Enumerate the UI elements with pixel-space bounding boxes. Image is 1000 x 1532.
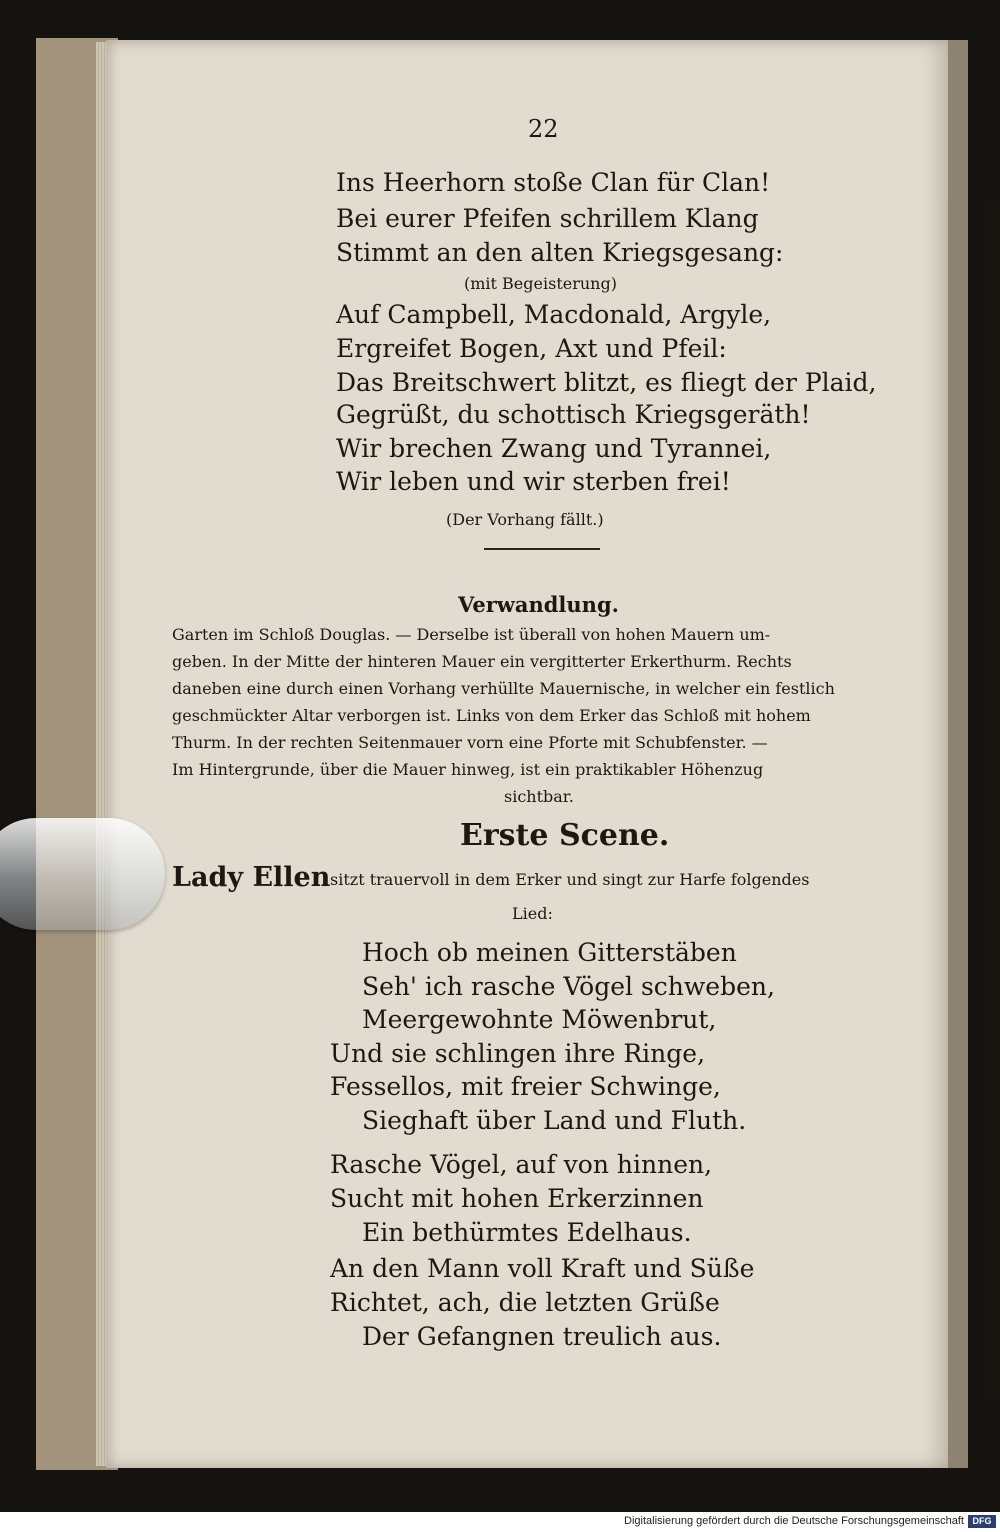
verse-line: Wir leben und wir sterben frei! xyxy=(336,467,731,496)
verse-line: Wir brechen Zwang und Tyrannei, xyxy=(336,434,772,463)
verse-line: Ins Heerhorn stoße Clan für Clan! xyxy=(336,168,771,197)
stage-direction: (Der Vorhang fällt.) xyxy=(446,510,604,529)
stage-direction: (mit Begeisterung) xyxy=(464,274,617,293)
song-line: Ein bethürmtes Edelhaus. xyxy=(362,1218,692,1247)
song-line: Meergewohnte Möwenbrut, xyxy=(362,1005,717,1034)
setting-line: geben. In der Mitte der hinteren Mauer ein vergitterter Erkerthurm. Rechts xyxy=(172,652,792,671)
verse-line: Ergreifet Bogen, Axt und Pfeil: xyxy=(336,334,727,363)
song-line: Hoch ob meinen Gitterstäben xyxy=(362,938,737,967)
verse-line: Gegrüßt, du schottisch Kriegsgeräth! xyxy=(336,400,811,429)
setting-line: daneben eine durch einen Vorhang verhüllte Mauernische, in welcher ein festlich xyxy=(172,679,835,698)
song-line: Fessellos, mit freier Schwinge, xyxy=(330,1072,721,1101)
show-through-shadow xyxy=(936,200,1000,1400)
footer-credit: Digitalisierung gefördert durch die Deutsche Forschungsgemeinschaft xyxy=(624,1515,964,1527)
verse-line: Auf Campbell, Macdonald, Argyle, xyxy=(336,300,772,329)
song-line: Der Gefangnen treulich aus. xyxy=(362,1322,722,1351)
section-divider xyxy=(484,548,600,550)
setting-line: geschmückter Altar verborgen ist. Links von dem Erker das Schloß mit hohem xyxy=(172,706,811,725)
song-line: Seh' ich rasche Vögel schweben, xyxy=(362,972,775,1001)
page-holder-clip xyxy=(0,818,165,930)
speaker-direction: sitzt trauervoll in dem Erker und singt zur Harfe folgendes xyxy=(330,870,810,889)
book-cover-right xyxy=(948,40,968,1468)
scene-heading: Erste Scene. xyxy=(460,818,670,853)
song-line: An den Mann voll Kraft und Süße xyxy=(330,1254,755,1283)
song-line: Rasche Vögel, auf von hinnen, xyxy=(330,1150,713,1179)
setting-line: Garten im Schloß Douglas. — Derselbe ist überall von hohen Mauern um- xyxy=(172,625,771,644)
verse-line: Bei eurer Pfeifen schrillem Klang xyxy=(336,204,759,233)
song-line: Sieghaft über Land und Fluth. xyxy=(362,1106,747,1135)
setting-line: Thurm. In der rechten Seitenmauer vorn eine Pforte mit Schubfenster. — xyxy=(172,733,768,752)
setting-line: Im Hintergrunde, über die Mauer hinweg, ist ein praktikabler Höhenzug xyxy=(172,760,764,779)
speaker-direction: Lied: xyxy=(512,904,553,923)
song-line: Sucht mit hohen Erkerzinnen xyxy=(330,1184,704,1213)
song-line: Und sie schlingen ihre Ringe, xyxy=(330,1039,706,1068)
page-number: 22 xyxy=(528,115,559,143)
transformation-heading: Verwandlung. xyxy=(458,592,619,617)
verse-line: Das Breitschwert blitzt, es fliegt der Plaid, xyxy=(336,368,877,397)
dfg-logo: DFG xyxy=(968,1515,996,1528)
speaker-name: Lady Ellen xyxy=(172,862,331,893)
verse-line: Stimmt an den alten Kriegsgesang: xyxy=(336,238,784,267)
setting-line: sichtbar. xyxy=(504,787,574,806)
footer-bar xyxy=(0,1512,1000,1532)
song-line: Richtet, ach, die letzten Grüße xyxy=(330,1288,720,1317)
